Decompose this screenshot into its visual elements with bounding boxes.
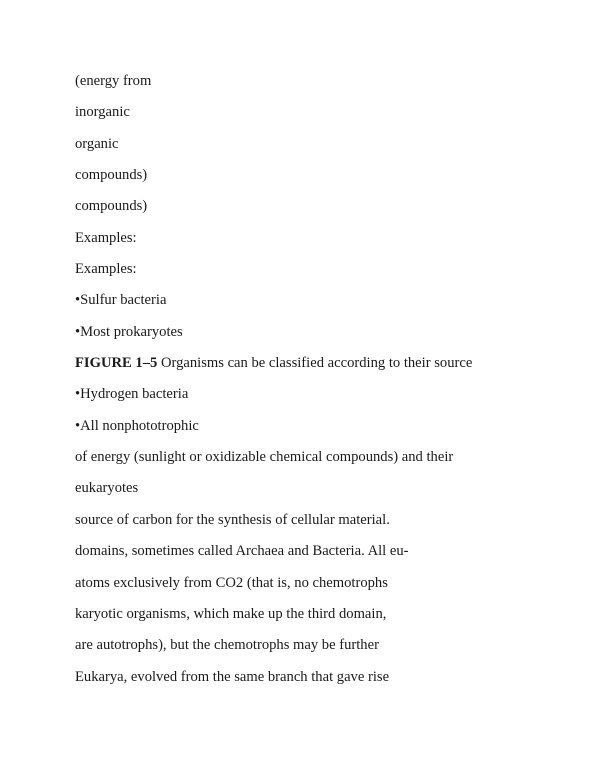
text-line: compounds) [75, 198, 148, 215]
figure-caption-text: Organisms can be classified according to their source [157, 355, 473, 372]
text-line: eukaryotes [75, 480, 139, 497]
text-line: organic [75, 135, 119, 152]
text-line: compounds) [75, 167, 148, 184]
text-body [75, 66, 472, 693]
text-line: •Most prokaryotes [75, 323, 183, 340]
text-line: atoms exclusively from CO2 (that is, no chemotrophs [75, 574, 388, 591]
text-line: (energy from [75, 73, 152, 89]
text-line: domains, sometimes called Archaea and Bacteria. All eu- [75, 543, 409, 560]
text-line: are autotrophs), but the chemotrophs may be further [75, 637, 379, 654]
text-line: of energy (sunlight or oxidizable chemical compounds) and their [75, 449, 454, 466]
text-line: Eukarya, evolved from the same branch that gave rise [75, 668, 390, 685]
text-line: •Sulfur bacteria [75, 292, 167, 309]
text-line: source of carbon for the synthesis of cellular material. [75, 511, 390, 528]
figure-caption-line [75, 348, 472, 379]
figure-label: FIGURE 1–5 [75, 355, 158, 372]
text-line: Examples: [75, 229, 137, 246]
text-line: •Hydrogen bacteria [75, 386, 189, 403]
text-line: karyotic organisms, which make up the third domain, [75, 605, 387, 622]
text-line: inorganic [75, 104, 130, 121]
text-line: •All nonphototrophic [75, 417, 199, 434]
text-line: Examples: [75, 261, 137, 278]
